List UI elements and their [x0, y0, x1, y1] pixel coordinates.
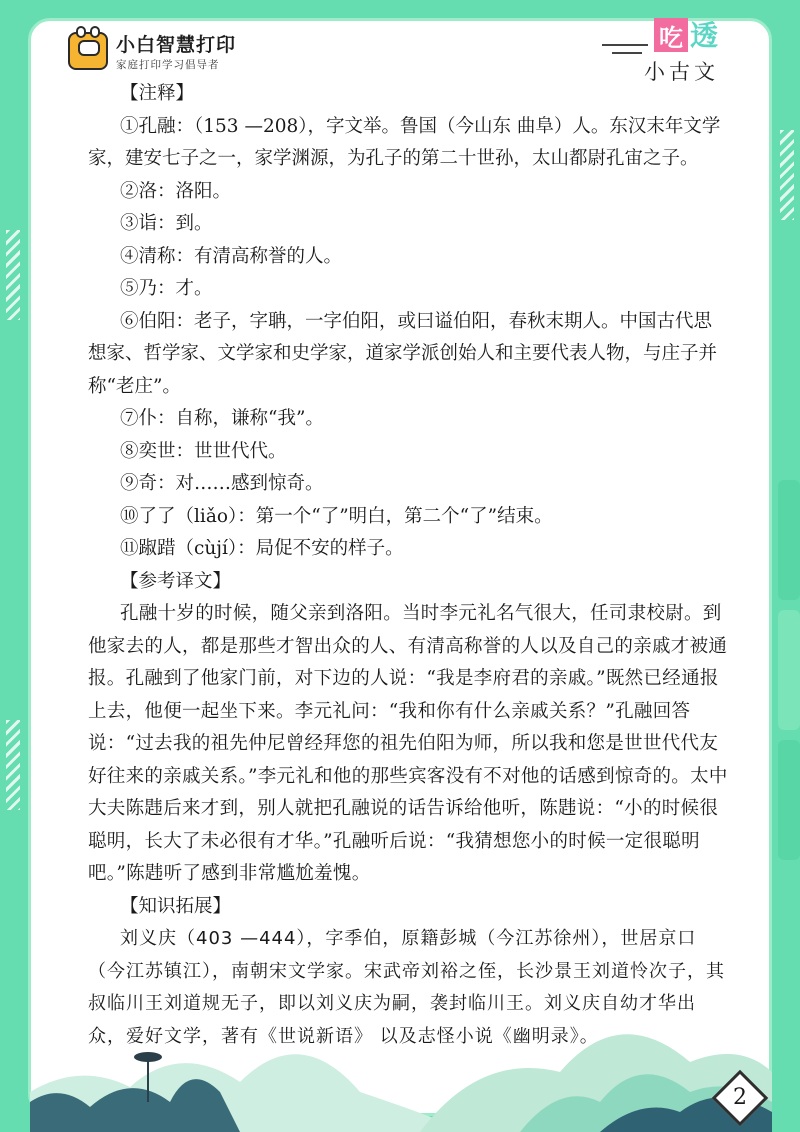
note-item: ④清称：有清高称誉的人。 [120, 245, 343, 267]
note-item: ⑦仆：自称，谦称“我”。 [120, 408, 324, 429]
note-item: ⑪踧踖（cùjí）：局促不安的样子。 [120, 538, 404, 559]
extension-heading: 【知识拓展】 [120, 895, 232, 917]
brand-chi: 吃 [654, 18, 688, 52]
translation-text: 孔融十岁的时候，随父亲到洛阳。当时李元礼名气很大，任司隶校尉。到他家去的人，都是那些才智出众的人、有清高称誉的人以及自己的亲戚才被通报。孔融到了他家门前，对下边的人说：“我是李府君的亲戚。”既然已经通报上去，他便一起坐下来。李元礼问：“我和你有什么亲戚关系？”孔融回答说：“过去我的祖先仲尼曾经拜您的祖先伯阳为师，所以我和您是世世代代友好往来的亲戚关系。”李元礼和他的那些宾客没有不对他的话感到惊奇的。太中大夫陈韪后来才到，别人就把孔融说的话告诉给他听，陈韪说：“小的时候很聪明，长大了未必很有才华。”孔融听后说：“我猜想您小的时候一定很聪明吧。”陈韪听了感到非常尴尬羞愧。 [88, 603, 728, 884]
page-number: 2 [733, 1085, 747, 1110]
logo-subtitle: 家庭打印学习倡导者 [116, 59, 220, 71]
logo [68, 30, 236, 72]
mountain-landscape-decoration [0, 982, 800, 1132]
series-brand [602, 14, 752, 84]
notes-heading: 【注释】 [120, 83, 195, 104]
note-item: ⑨奇：对……感到惊奇。 [120, 473, 324, 494]
brand-line [612, 52, 642, 54]
logo-title: 小白智慧打印 [116, 34, 237, 56]
note-item: ①孔融：（153 —208），字文举。鲁国（今山东 曲阜）人。东汉末年文学家，建安七子之一，家学渊源，为孔子的第二十世孙，太山都尉孔宙之子。 [88, 115, 721, 169]
translation-heading: 【参考译文】 [120, 570, 232, 592]
right-stripe-decoration [780, 130, 794, 220]
left-stripe-decoration [6, 230, 20, 320]
brand-subtitle: 小古文 [644, 60, 719, 84]
note-item: ⑤乃：才。 [120, 278, 213, 299]
brand-tou: 透 [690, 19, 719, 52]
logo-text [116, 30, 236, 72]
side-tab-decoration [772, 480, 800, 880]
note-item: ⑥伯阳：老子，字聃，一字伯阳，或曰谥伯阳，春秋末期人。中国古代思想家、哲学家、文学家和史学家，道家学派创始人和主要代表人物，与庄子并称“老庄”。 [88, 310, 718, 397]
extension-text: 刘义庆（403 —444），字季伯，原籍彭城（今江苏徐州），世居京口（今江苏镇江），南朝宋文学家。宋武帝刘裕之侄，长沙景王刘道怜次子，其叔临川王刘道规无子，即以刘义庆为嗣，袭封临川王。刘义庆自幼才华出众，爱好文学，著有《世说新语》 以及志怪小说《幽明录》。 [88, 928, 725, 1047]
logo-mascot-icon [68, 32, 108, 70]
left-stripe-decoration-2 [6, 720, 20, 810]
brand-line [602, 44, 648, 46]
note-item: ③诣：到。 [120, 213, 213, 234]
note-item: ⑧奕世：世世代代。 [120, 440, 287, 462]
main-content [88, 78, 728, 1053]
note-item: ⑩了了（liǎo）：第一个“了”明白，第二个“了”结束。 [120, 505, 553, 527]
note-item: ②洛：洛阳。 [120, 180, 232, 202]
